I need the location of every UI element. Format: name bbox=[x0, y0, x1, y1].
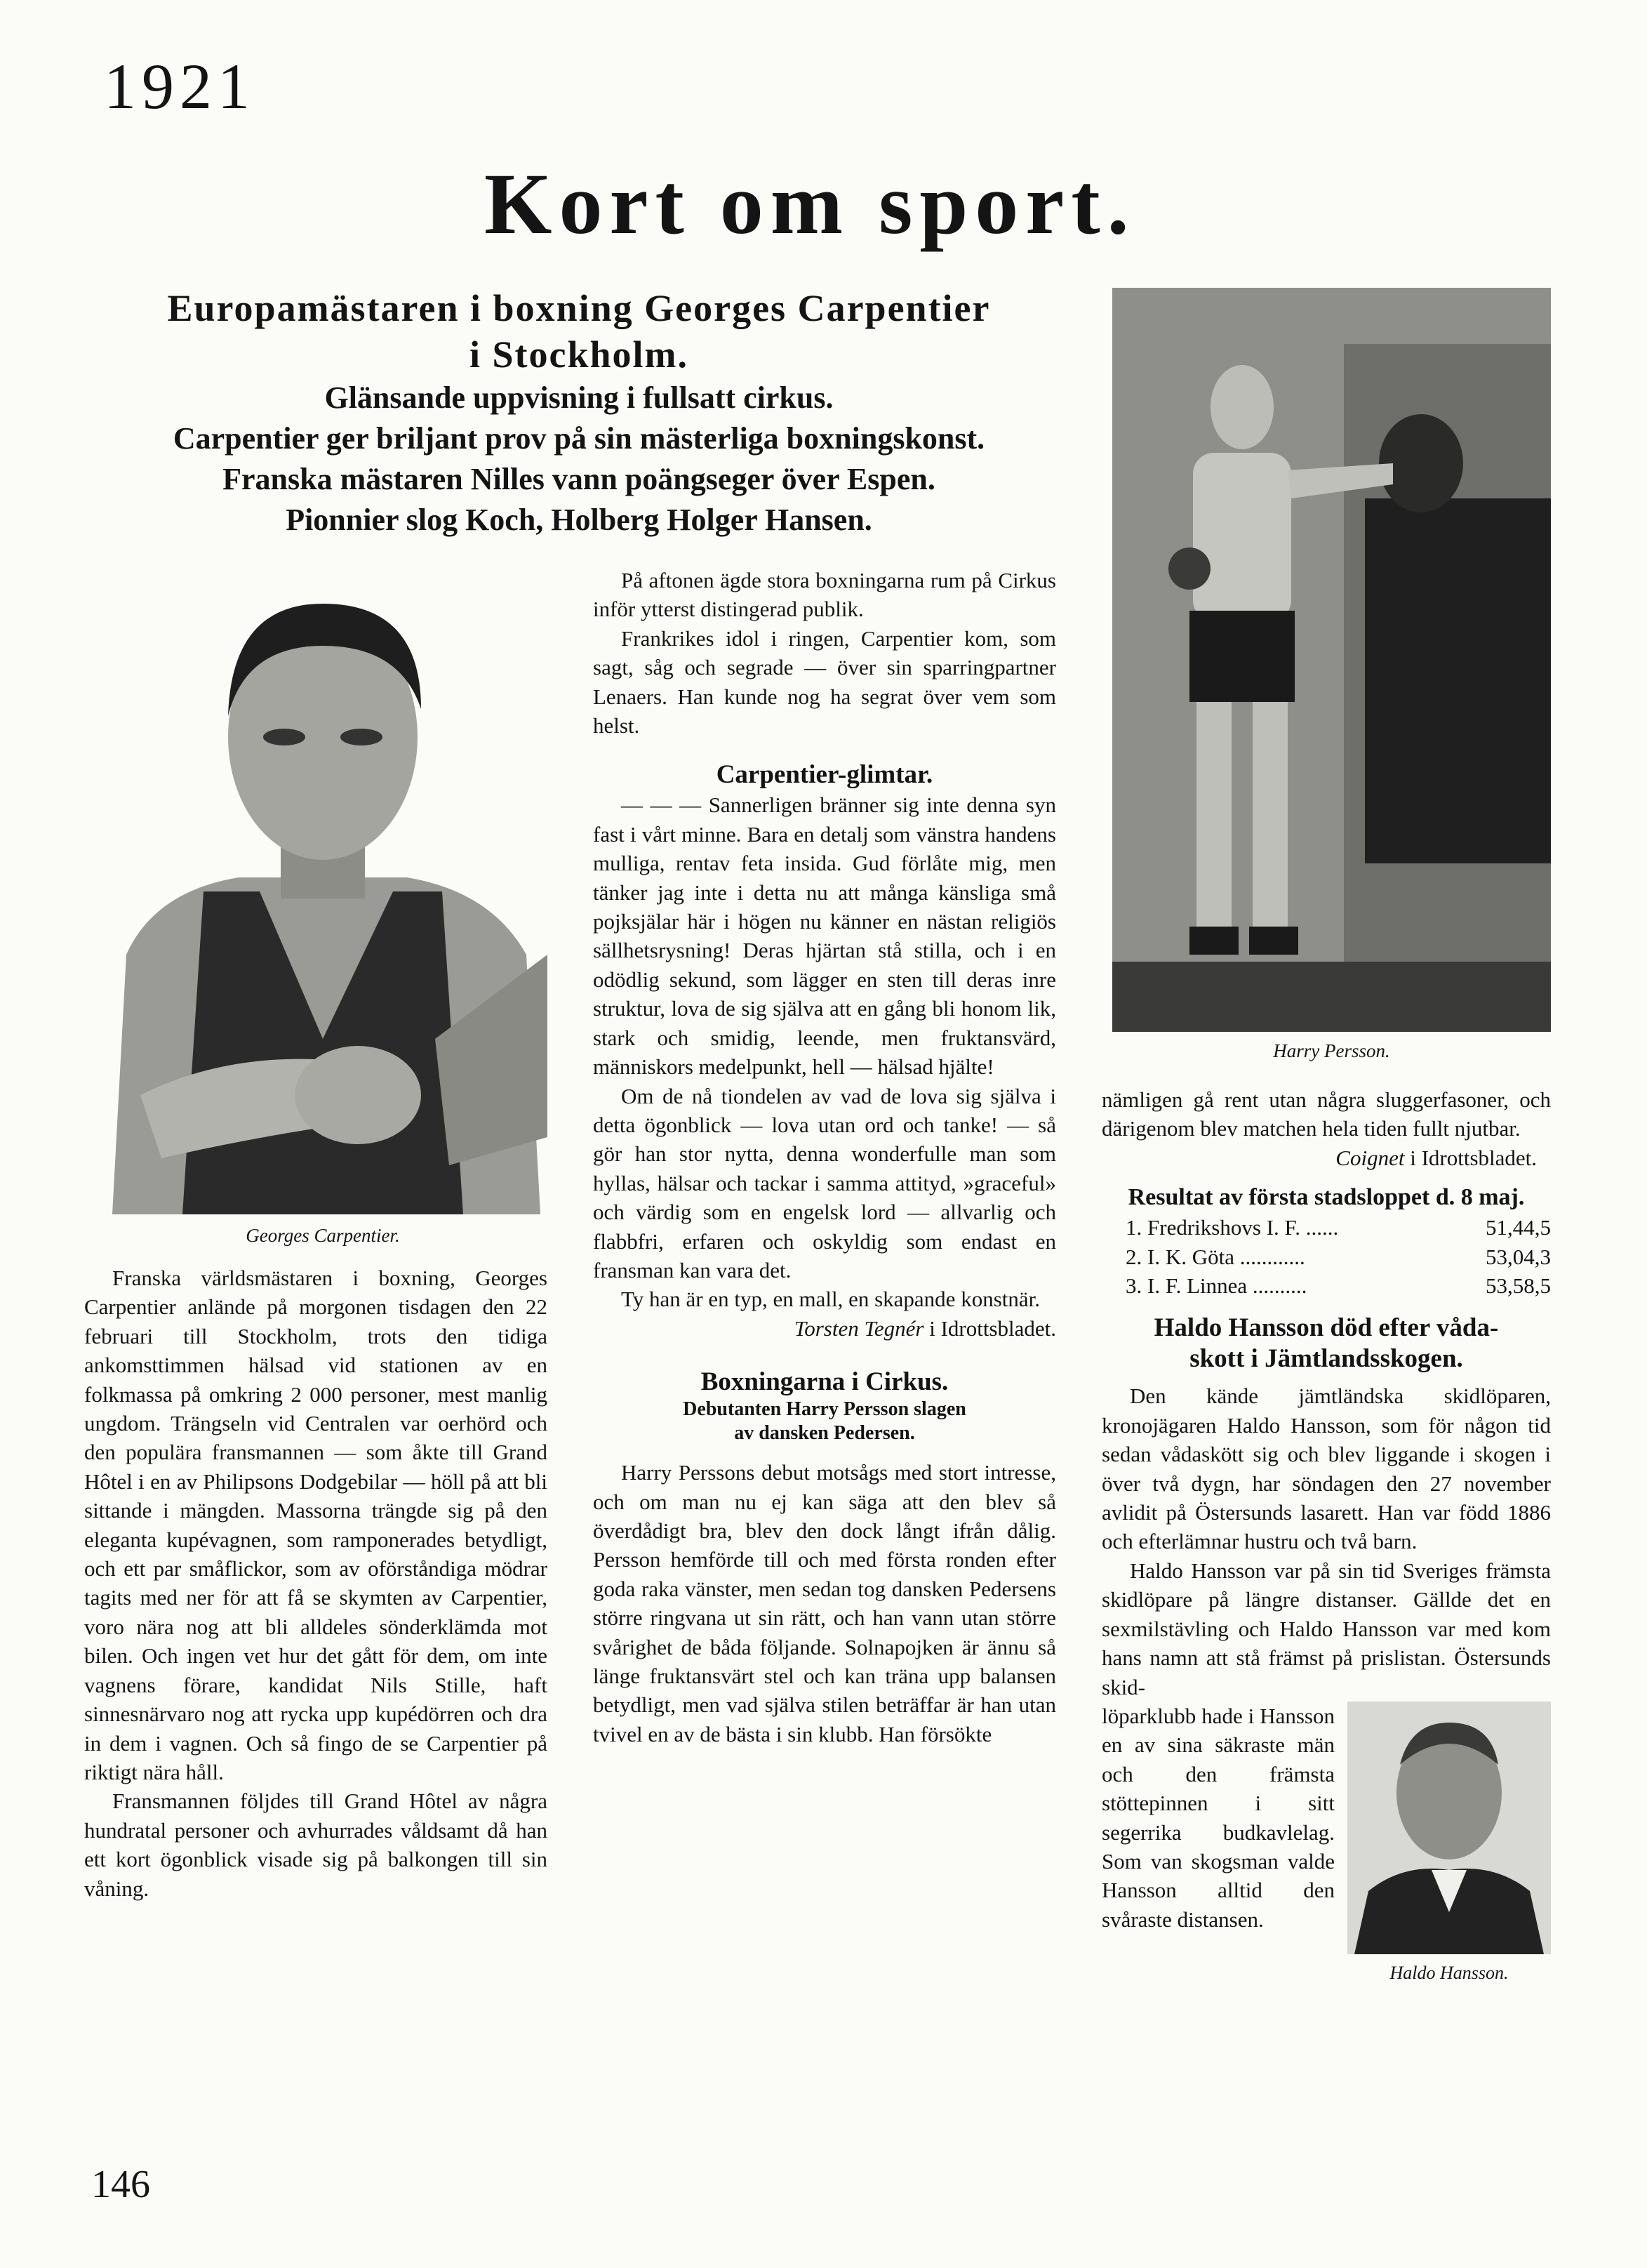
hansson-wrap-block bbox=[1102, 1702, 1551, 1985]
carpentier-victory-paragraph: Frankrikes idol i ringen, Carpentier kom, som sagt, såg och segrade — över sin sparringpartner Lenaers. Han kunde nog ha segrat över vem som helst. bbox=[593, 625, 1056, 738]
hansson-caption: Haldo Hansson. bbox=[1389, 1962, 1509, 1983]
glimtar-author: Torsten Tegnér bbox=[794, 1315, 924, 1341]
hansson-paragraph-2b: löparklubb hade i Hansson en av sina säkraste män och den främsta stöttepinnen i sitt segerrika budkavlelag. Som van skogsman valde Hansson alltid den svåraste distansen. bbox=[1102, 1703, 1335, 1932]
hansson-heading-line-2: skott i Jämtlandsskogen. bbox=[1189, 1344, 1463, 1374]
results-time: 53,58,5 bbox=[1486, 1273, 1551, 1299]
hansson-paragraph-1: Den kände jämtländska skidlöparen, kronojägaren Haldo Hansson, som för någon tid sedan vådaskött sig och blev liggande i skogen i över två dygn, har söndagen den 27 november avlidit på Östersunds lasarett. Han var född 1886 och efterlämnar hustru och två barn. bbox=[1102, 1384, 1551, 1554]
results-list bbox=[1102, 1213, 1551, 1300]
hansson-heading-line-1: Haldo Hansson död efter våda- bbox=[1154, 1313, 1499, 1343]
page-number: 146 bbox=[91, 2163, 150, 2206]
coignet-signature bbox=[1102, 1143, 1551, 1172]
glimtar-heading: Carpentier-glimtar. bbox=[716, 760, 933, 790]
page-title: Kort om sport. bbox=[484, 156, 1136, 252]
subheadline-1: Glänsande uppvisning i fullsatt cirkus. bbox=[324, 380, 834, 415]
results-row bbox=[1102, 1271, 1551, 1300]
results-time: 53,04,3 bbox=[1486, 1244, 1551, 1269]
cirkus-subheading-1: Debutanten Harry Persson slagen bbox=[683, 1398, 966, 1421]
glimtar-paragraph-2: Om de nå tiondelen av vad de lova sig själva i detta ögonblick — lova utan ord och tanke! — så gör han stor nytta, denna wonderfulle man som hyllas, hälsar och tackar i samma attityd, »graceful» och värdig som en engelsk lord — allvarlig och flabbfri, erfaren och oskyldig som endast en fransman kan vara det. bbox=[593, 1083, 1056, 1282]
headline-line-2: i Stockholm. bbox=[469, 333, 689, 376]
results-heading: Resultat av första stadsloppet d. 8 maj. bbox=[1128, 1184, 1525, 1211]
persson-standing-image bbox=[1112, 288, 1551, 1032]
carpentier-arrival-paragraph: Franska världsmästaren i boxning, Georges Carpentier anlände på morgonen tisdagen den 22 februari till Stockholm, trots den tidiga ankomsttimmen hälsad vid stationen av en folkmassa på omkring 2 000 personer, mest manlig ungdom. Trängseln vid Centralen var oerhörd och den populära fransmannen — som åkte till Grand Hôtel i en av Philipsons Dodgebilar — höll på att bli sittande i mängden. Massorna trängde sig på den eleganta kupévagnen, som ramponerades betydligt, och ett par småflickor, som av oförståndiga mödrar tagits med ner för att få se skymten av Carpentier, voro nära nog att bli alldeles sönderklämda mot bilen. Och ingen vet hur det gått för dem, om inte vagnens förare, kandidat Nils Stille, haft sinnesnärvaro nog att rycka upp kupédörren och dra in dem i vagnen. Och så fingo de se Carpentier på riktigt nära håll. bbox=[84, 1266, 547, 1784]
hansson-photo bbox=[1347, 1702, 1551, 1954]
glimtar-signature bbox=[593, 1314, 1056, 1343]
results-row bbox=[1102, 1213, 1551, 1242]
coignet-author: Coignet bbox=[1335, 1145, 1405, 1170]
results-club: 2. I. K. Göta ............ bbox=[1126, 1244, 1305, 1269]
evening-intro-paragraph: På aftonen ägde stora boxningarna rum på Cirkus inför ytterst distingerad publik. bbox=[593, 568, 1056, 622]
results-row bbox=[1102, 1242, 1551, 1271]
subheadline-4: Pionnier slog Koch, Holberg Holger Hansen. bbox=[286, 503, 872, 537]
glimtar-source: i Idrottsbladet. bbox=[923, 1315, 1056, 1341]
cirkus-paragraph: Harry Perssons debut motsågs med stort intresse, och om man nu ej kan säga att den blev så överdådigt bra, blev den dock långt ifrån dålig. Persson hemförde till och med första ronden efter goda raka vänster, men sedan tog dansken Pedersens större ringvana ut sin rätt, och han vann utan större svårighet de båda följande. Solnapojken är ännu så länge fruktansvärt stel och kan träna upp balansen betydligt, men vad själva stilen beträffar är han utan tvivel en av de bästa i sin klubb. Han försökte bbox=[593, 1460, 1056, 1746]
hansson-paragraph-2a: Haldo Hansson var på sin tid Sveriges främsta skidlöpare på längre distanser. Gällde det en sexmilstävling och Haldo Hansson var med kom hans namn att stå främst på prislistan. Östersunds skid- bbox=[1102, 1558, 1551, 1699]
main-headline-block bbox=[98, 285, 1060, 541]
carpentier-caption: Georges Carpentier. bbox=[246, 1225, 400, 1246]
results-club: 1. Fredrikshovs I. F. ...... bbox=[1126, 1215, 1339, 1240]
column-1 bbox=[84, 1264, 547, 1903]
column-3 bbox=[1102, 1085, 1551, 1985]
hansson-portrait-image bbox=[1347, 1702, 1551, 1954]
cirkus-heading: Boxningarna i Cirkus. bbox=[700, 1367, 949, 1397]
glimtar-paragraph-1: — — — Sannerligen bränner sig inte denna syn fast i vårt minne. Bara en detalj som vänstra handens mulliga, rentav feta insida. Gud förlåte mig, men tänker jag inte i detta nu att många känsliga små pojksjälar här i högen nu känner en nästan religiös sällhetsrysning! Deras hjärtan stå stilla, och i en odödlig sekund, som lägger en sten till deras inre struktur, lova de sig själva att en gång bli honom lik, stark och smidig, leende, men fruktansvärd, människors medelpunkt, hell — hälsad hjälte! bbox=[593, 793, 1056, 1080]
subheadline-2: Carpentier ger briljant prov på sin mästerliga boxningskonst. bbox=[173, 421, 985, 456]
coignet-source: i Idrottsbladet. bbox=[1404, 1145, 1537, 1170]
cirkus-subheading-2: av dansken Pedersen. bbox=[734, 1422, 915, 1445]
persson-photo bbox=[1112, 288, 1551, 1032]
persson-caption: Harry Persson. bbox=[1273, 1040, 1390, 1061]
persson-continued-paragraph: nämligen gå rent utan några sluggerfasoner, och därigenom blev matchen hela tiden fullt njutbar. bbox=[1102, 1087, 1551, 1141]
headline-line-1: Europamästaren i boxning Georges Carpentier bbox=[167, 287, 991, 329]
results-club: 3. I. F. Linnea .......... bbox=[1126, 1273, 1307, 1299]
carpentier-portrait-image bbox=[98, 562, 547, 1214]
year-heading: 1921 bbox=[104, 51, 255, 122]
carpentier-hotel-paragraph: Fransmannen följdes till Grand Hôtel av några hundratal personer och avhurrades våldsamt då han ett kort ögonblick visade sig på balkongen till sin våning. bbox=[84, 1789, 547, 1901]
hansson-photo-block bbox=[1347, 1702, 1551, 1985]
carpentier-photo bbox=[98, 562, 547, 1214]
subheadline-3: Franska mästaren Nilles vann poängseger över Espen. bbox=[222, 462, 935, 496]
results-time: 51,44,5 bbox=[1486, 1215, 1551, 1240]
column-2 bbox=[593, 566, 1056, 1749]
glimtar-paragraph-3: Ty han är en typ, en mall, en skapande konstnär. bbox=[621, 1287, 1040, 1312]
